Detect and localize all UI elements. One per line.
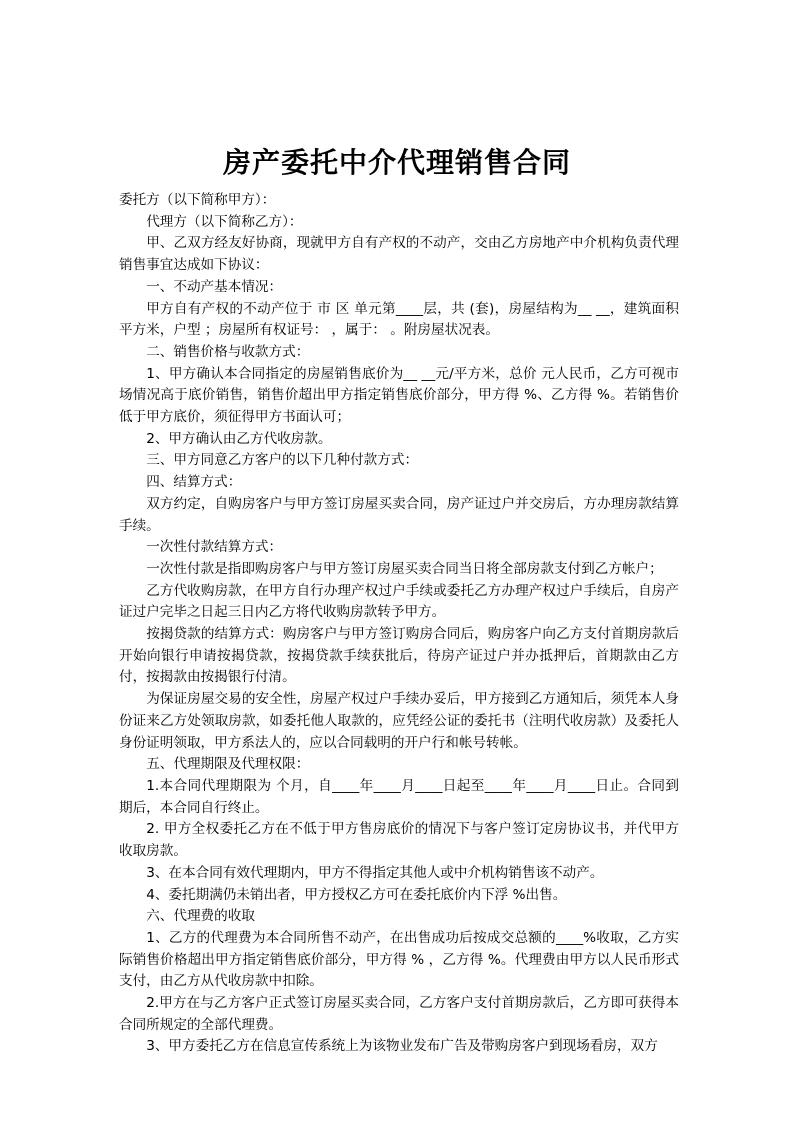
contract-paragraph: 五、代理期限及代理权限：: [146, 756, 310, 773]
contract-paragraph: 双方约定，自购房客户与甲方签订房屋买卖合同，房产证过户并交房后，方办理房款结算手续。: [119, 495, 679, 534]
contract-body: [119, 190, 679, 1058]
contract-paragraph: 一次性付款结算方式：: [146, 539, 283, 556]
contract-paragraph: 甲、乙双方经友好协商，现就甲方自有产权的不动产，交由乙方房地产中介机构负责代理销售事宜达成如下协议：: [119, 235, 679, 274]
contract-paragraph: 二、销售价格与收款方式：: [146, 343, 310, 360]
contract-paragraph: 委托方（以下简称甲方）：: [119, 192, 276, 208]
page-title: 房产委托中介代理销售合同: [222, 145, 571, 179]
contract-paragraph: 2、甲方确认由乙方代收房款。: [146, 430, 332, 447]
contract-paragraph: 乙方代收购房款，在甲方自行办理产权过户手续或委托乙方办理产权过户手续后，自房产证过户完毕之日起三日内乙方将代收购房款转予甲方。: [119, 582, 679, 621]
contract-paragraph: 代理方（以下简称乙方）：: [146, 213, 303, 230]
contract-paragraph: 2. 甲方全权委托乙方在不低于甲方售房底价的情况下与客户签订定房协议书，并代甲方收取房款。: [119, 821, 679, 860]
contract-paragraph: 甲方自有产权的不动产位于 市 区 单元第____层，共 (套)，房屋结构为__ __，建筑面积 平方米，户型 ；房屋所有权证号： ，属于： 。附房屋状况表。: [119, 300, 679, 339]
contract-paragraph: 3、在本合同有效代理期内，甲方不得指定其他人或中介机构销售该不动产。: [146, 864, 604, 881]
contract-paragraph: 按揭贷款的结算方式：购房客户与甲方签订购房合同后，购房客户向乙方支付首期房款后开始向银行申请按揭贷款，按揭贷款手续获批后，待房产证过户并办抵押后，首期款由乙方付，按揭款由按揭银行付清。: [119, 626, 679, 686]
contract-paragraph: 四、结算方式：: [146, 474, 242, 491]
contract-paragraph: 1、甲方确认本合同指定的房屋销售底价为__ __元/平方米，总价 元人民币，乙方可视市场情况高于底价销售，销售价超出甲方指定销售底价部分，甲方得 %、乙方得 %。若销售价低于甲方底价，须征得甲方书面认可；: [119, 365, 679, 426]
contract-paragraph: 2.甲方在与乙方客户正式签订房屋买卖合同，乙方客户支付首期房款后，乙方即可获得本合同所规定的全部代理费。: [119, 995, 679, 1033]
contract-paragraph: 一、不动产基本情况：: [146, 278, 283, 295]
contract-paragraph: 1.本合同代理期限为 个月，自____年____月____日起至____年____月____日止。合同到期后，本合同自行终止。: [119, 777, 679, 816]
contract-paragraph: 三、甲方同意乙方客户的以下几种付款方式：: [146, 452, 419, 469]
contract-paragraph: 为保证房屋交易的安全性，房屋产权过户手续办妥后，甲方接到乙方通知后，须凭本人身份证来乙方处领取房款，如委托他人取款的，应凭经公证的委托书（注明代收房款）及委托人身份证明领取，甲方系法人的，应以合同载明的开户行和帐号转帐。: [119, 691, 679, 751]
contract-paragraph: 一次性付款是指即购房客户与甲方签订房屋买卖合同当日将全部房款支付到乙方帐户；: [146, 560, 663, 577]
contract-paragraph: 1、乙方的代理费为本合同所售不动产，在出售成功后按成交总额的____%收取，乙方实际销售价格超出甲方指定销售底价部分，甲方得 % ，乙方得 %。代理费由甲方以人民币形式支付，由乙方从代收房款中扣除。: [119, 929, 679, 990]
contract-paragraph: 3、甲方委托乙方在信息宣传系统上为该物业发布广告及带购房客户到现场看房，双方: [146, 1038, 658, 1055]
contract-paragraph: 4、委托期满仍未销出者，甲方授权乙方可在委托底价内下浮 %出售。: [146, 886, 567, 903]
contract-paragraph: 六、代理费的收取: [146, 908, 255, 925]
